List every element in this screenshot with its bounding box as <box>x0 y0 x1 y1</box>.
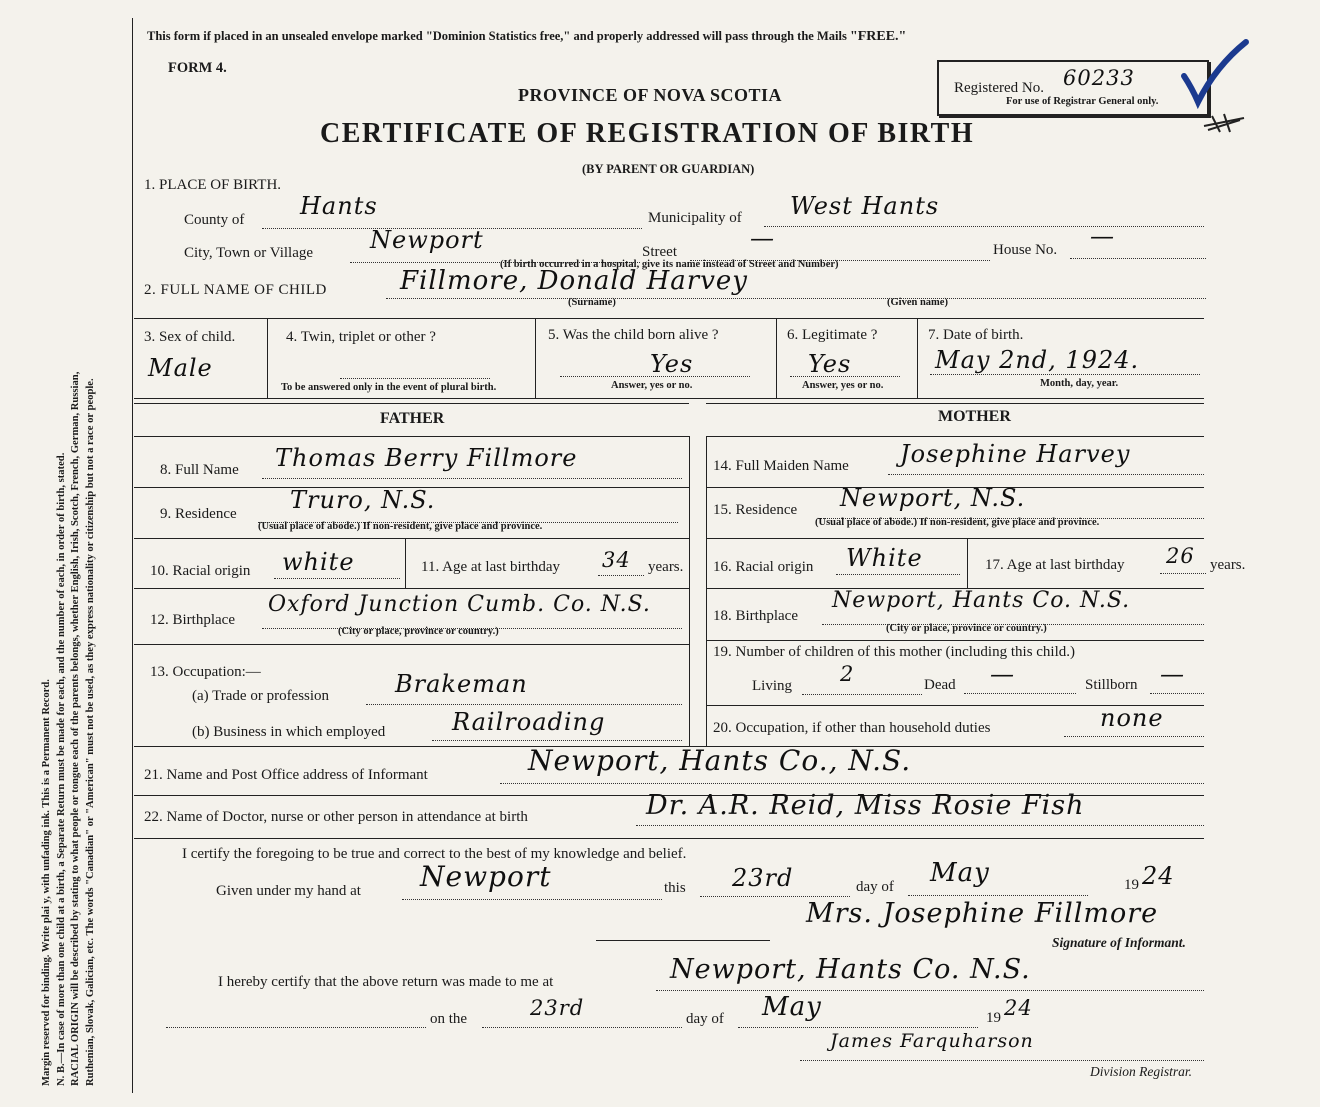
mother-stillborn-line <box>1150 693 1204 694</box>
father-race-label: 10. Racial origin <box>150 563 251 579</box>
given-day-value: 23rd <box>732 864 794 892</box>
given-place-value: Newport <box>420 860 552 893</box>
registered-label: Registered No. <box>954 80 1044 96</box>
registrar-certify-text: I hereby certify that the above return was made to me at <box>218 974 554 990</box>
registered-number: 60233 <box>1063 66 1135 90</box>
father-row9-rule <box>134 538 689 539</box>
margin-note-racial-origin: RACIAL ORIGIN will be described by stating to what people or tongue each of the parents belongs, whether English, Irish, Scotch, French, German, Russian, <box>70 371 81 1086</box>
registrar-on-the-label: on the <box>430 1011 468 1027</box>
mother-birthplace-value: Newport, Hants Co. N.S. <box>832 588 1131 613</box>
mother-dead-value: — <box>990 660 1015 688</box>
father-race-value: white <box>282 548 355 576</box>
mother-race-label: 16. Racial origin <box>713 559 814 575</box>
mother-heading: MOTHER <box>938 408 1011 425</box>
informant-signature: Mrs. Josephine Fillmore <box>806 898 1159 929</box>
doctor-value: Dr. A.R. Reid, Miss Rosie Fish <box>646 790 1085 821</box>
father-business-value: Railroading <box>452 708 606 736</box>
doctor-label: 22. Name of Doctor, nurse or other person in attendance at birth <box>144 809 528 825</box>
mother-birthplace-label: 18. Birthplace <box>713 608 798 624</box>
mother-heading-rule <box>706 436 1204 437</box>
mother-top-rule <box>706 403 1204 404</box>
legitimate-value: Yes <box>808 350 852 378</box>
father-business-label: (b) Business in which employed <box>192 724 386 740</box>
legitimate-label: 6. Legitimate ? <box>787 327 878 343</box>
father-occupation-label: 13. Occupation:— <box>150 664 261 680</box>
father-row10-div <box>405 538 406 588</box>
mother-living-label: Living <box>752 678 792 694</box>
municipality-value: West Hants <box>790 192 940 220</box>
father-name-value: Thomas Berry Fillmore <box>275 444 578 472</box>
mother-years: years. <box>1210 557 1246 573</box>
county-label: County of <box>184 212 245 228</box>
father-row10-rule <box>134 588 689 589</box>
father-trade-value: Brakeman <box>395 670 528 698</box>
registrar-leading-line <box>166 1027 426 1028</box>
mail-note-free: "FREE." <box>849 29 907 44</box>
row3-div2 <box>535 318 536 398</box>
father-race-line <box>274 578 400 579</box>
father-business-line <box>432 740 682 741</box>
registrar-year-value: 24 <box>1004 996 1033 1020</box>
father-residence-label: 9. Residence <box>160 506 237 522</box>
dob-line <box>930 374 1200 375</box>
mother-age-line <box>1160 573 1206 574</box>
mother-row18-rule <box>706 640 1204 641</box>
left-border <box>132 18 133 1093</box>
scribble-mark-icon <box>1200 110 1250 136</box>
father-birthplace-value: Oxford Junction Cumb. Co. N.S. <box>268 592 651 617</box>
informant-line <box>500 783 1204 784</box>
alive-value: Yes <box>650 350 694 378</box>
mother-stillborn-label: Stillborn <box>1085 677 1138 693</box>
legitimate-answer-note: Answer, yes or no. <box>802 380 884 391</box>
father-heading-rule <box>134 436 689 437</box>
mother-residence-note: (Usual place of abode.) If non-resident, give place and province. <box>815 517 1100 528</box>
margin-note-multiple-births: N. B.—In case of more than one child at a birth, a Separate Return must be made for each, and the number of each, in order of birth, stated. <box>55 452 67 1086</box>
dob-label: 7. Date of birth. <box>928 327 1024 343</box>
mother-race-value: White <box>846 544 923 572</box>
mother-living-line <box>802 694 922 695</box>
registrar-label: Division Registrar. <box>1090 1064 1193 1079</box>
house-value: — <box>1090 222 1115 250</box>
father-name-label: 8. Full Name <box>160 462 239 478</box>
given-this-label: this <box>664 880 686 896</box>
alive-label: 5. Was the child born alive ? <box>548 327 719 343</box>
given-place-line <box>402 899 662 900</box>
father-trade-label: (a) Trade or profession <box>192 688 330 704</box>
child-name-value: Fillmore, Donald Harvey <box>400 266 748 296</box>
checkmark-icon <box>1178 36 1258 116</box>
registrar-month-line <box>738 1027 978 1028</box>
given-day-of-label: day of <box>856 879 894 895</box>
father-birthplace-label: 12. Birthplace <box>150 612 235 628</box>
registrar-day-line <box>482 1027 682 1028</box>
father-age-line <box>598 575 644 576</box>
father-years: years. <box>648 559 684 575</box>
informant-value: Newport, Hants Co., N.S. <box>528 744 912 777</box>
father-row12-rule <box>134 644 689 645</box>
mother-children-label: 19. Number of children of this mother (including this child.) <box>713 644 1076 660</box>
informant-label: 21. Name and Post Office address of Informant <box>144 767 428 783</box>
given-month-line <box>908 895 1088 896</box>
mother-living-value: 2 <box>840 662 855 686</box>
mother-stillborn-value: — <box>1160 660 1185 688</box>
father-trade-line <box>366 704 682 705</box>
mail-note-text: This form if placed in an unsealed envelope marked "Dominion Statistics free," and properly addressed will pass through the Mails <box>147 29 847 43</box>
street-label: Street <box>642 244 677 260</box>
mother-dead-label: Dead <box>924 677 956 693</box>
mother-name-label: 14. Full Maiden Name <box>713 458 849 474</box>
province-heading: PROVINCE OF NOVA SCOTIA <box>518 85 783 105</box>
mother-name-line <box>888 474 1204 475</box>
house-line <box>1070 258 1206 259</box>
registrar-note: For use of Registrar General only. <box>1006 96 1159 107</box>
mail-note <box>147 29 906 45</box>
place-of-birth-heading: 1. PLACE OF BIRTH. <box>144 177 282 193</box>
mother-dead-line <box>964 693 1076 694</box>
father-age-value: 34 <box>602 548 631 572</box>
given-year-prefix: 19 <box>1124 877 1139 893</box>
given-day-line <box>700 896 850 897</box>
informant-signature-label: Signature of Informant. <box>1052 935 1186 950</box>
dob-value: May 2nd, 1924. <box>935 346 1140 374</box>
form-number: FORM 4. <box>168 60 227 76</box>
municipality-label: Municipality of <box>648 210 742 226</box>
registrar-year-prefix: 19 <box>986 1010 1001 1026</box>
mother-residence-label: 15. Residence <box>713 502 798 518</box>
sex-label: 3. Sex of child. <box>144 329 236 345</box>
row3-bottom-rule <box>134 398 1204 399</box>
informant-certify-text: I certify the foregoing to be true and correct to the best of my knowledge and belief. <box>182 846 687 862</box>
surname-note: (Surname) <box>568 297 616 308</box>
page-subtitle: (BY PARENT OR GUARDIAN) <box>582 162 755 176</box>
sex-value: Male <box>148 354 213 382</box>
margin-note-racial-origin-cont: Ruthenian, Slovak, Galician, etc. The words "Canadian" or "American" must not be used, as they express nationality or citizenship but not a race or people. <box>84 378 96 1086</box>
doctor-line <box>636 825 1204 826</box>
hospital-note: (If birth occurred in a hospital, give its name instead of Street and Number) <box>500 259 839 270</box>
mother-occupation-value: none <box>1100 704 1164 732</box>
registrar-place-value: Newport, Hants Co. N.S. <box>670 954 1031 985</box>
father-age-label: 11. Age at last birthday <box>421 559 560 575</box>
mother-occupation-label: 20. Occupation, if other than household duties <box>713 720 991 736</box>
twin-note: To be answered only in the event of plural birth. <box>281 382 497 393</box>
mother-race-line <box>836 574 960 575</box>
father-name-line <box>262 478 682 479</box>
registrar-signature: James Farquharson <box>830 1030 1034 1052</box>
father-birthplace-note: (City or place, province or country.) <box>338 626 499 637</box>
blank-signature-rule <box>596 940 770 941</box>
alive-answer-note: Answer, yes or no. <box>611 380 693 391</box>
registrar-signature-line <box>800 1060 1204 1061</box>
given-month-value: May <box>930 858 990 888</box>
given-name-note: (Given name) <box>887 297 948 308</box>
county-value: Hants <box>300 192 378 220</box>
registrar-place-line <box>656 990 1204 991</box>
mother-age-label: 17. Age at last birthday <box>985 557 1125 573</box>
twin-line <box>340 378 490 379</box>
mother-age-value: 26 <box>1166 544 1195 568</box>
father-right-border <box>689 436 690 746</box>
dob-note: Month, day, year. <box>1040 378 1119 389</box>
row3-top-rule <box>134 318 1204 319</box>
page-title: CERTIFICATE OF REGISTRATION OF BIRTH <box>320 118 975 149</box>
father-residence-value: Truro, N.S. <box>290 486 436 514</box>
mother-left-border <box>706 436 707 746</box>
doctor-bottom-rule <box>134 838 1204 839</box>
margin-note-binding: Margin reserved for binding. Write plai y, with unfading ink. This is a Permanent Record. <box>41 679 52 1086</box>
mother-row15-rule <box>706 538 1204 539</box>
father-residence-note: (Usual place of abode.) If non-resident, give place and province. <box>258 521 543 532</box>
given-year-value: 24 <box>1142 862 1175 890</box>
mother-occupation-line <box>1064 736 1204 737</box>
given-label: Given under my hand at <box>216 883 361 899</box>
municipality-line <box>764 226 1204 227</box>
house-label: House No. <box>993 242 1058 258</box>
child-name-line <box>386 298 1206 299</box>
row3-div4 <box>917 318 918 398</box>
row3-div3 <box>776 318 777 398</box>
mother-residence-value: Newport, N.S. <box>840 484 1026 512</box>
mother-row16-div <box>967 538 968 588</box>
twin-label: 4. Twin, triplet or other ? <box>286 329 436 345</box>
row3-div1 <box>267 318 268 398</box>
registrar-month-value: May <box>762 992 822 1022</box>
city-value: Newport <box>370 226 484 254</box>
registrar-day-value: 23rd <box>530 996 585 1020</box>
registrar-day-of-label: day of <box>686 1011 724 1027</box>
father-top-rule <box>134 403 689 404</box>
child-name-label: 2. FULL NAME OF CHILD <box>144 282 327 298</box>
father-heading: FATHER <box>380 410 445 427</box>
mother-name-value: Josephine Harvey <box>900 440 1131 468</box>
street-value: — <box>750 224 775 252</box>
mother-birthplace-note: (City or place, province or country.) <box>886 623 1047 634</box>
city-label: City, Town or Village <box>184 245 314 261</box>
